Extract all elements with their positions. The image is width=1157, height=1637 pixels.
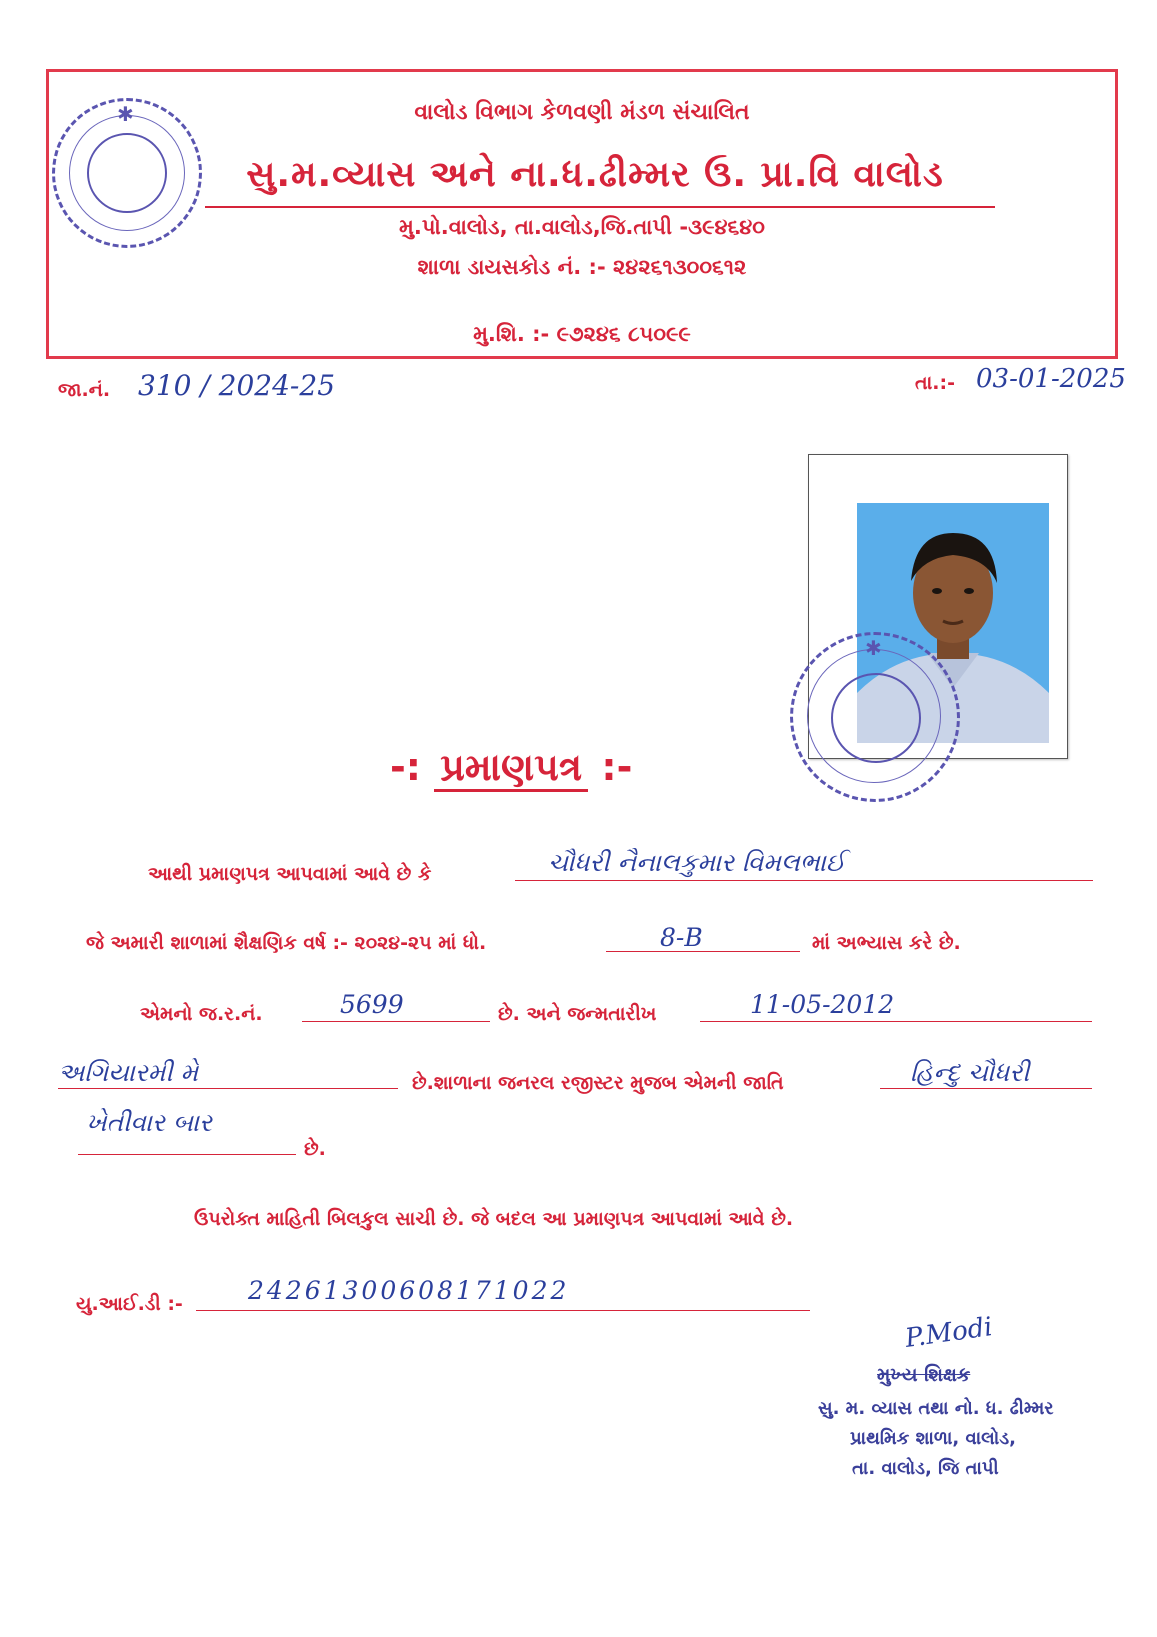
caste-value: હિન્દુ ચૌધરી (910, 1058, 1030, 1087)
title-underline (205, 206, 995, 208)
study-suffix: માં અભ્યાસ કરે છે. (812, 932, 961, 954)
caste-rule (880, 1088, 1092, 1089)
issue-date: 03-01-2025 (976, 364, 1126, 394)
birth-date-words-rule (58, 1088, 398, 1089)
heading-left-mark: -: (390, 745, 421, 789)
declaration-line: ઉપરોક્ત માહિતી બિલકુલ સાચી છે. જે બદલ આ પ્રમાણપત્ર આપવામાં આવે છે. (194, 1208, 794, 1230)
signatory-school-line3: તા. વાલોડ, જિ તાપી (852, 1458, 999, 1479)
managing-body-line: વાલોડ વિભાગ કેળવણી મંડળ સંચાલિત (414, 100, 750, 125)
uid-value: 24261300608171022 (248, 1276, 570, 1305)
principal-signature: P.Modi (903, 1312, 995, 1354)
birth-date-label: છે. અને જન્મતારીખ (498, 1003, 657, 1025)
gr-number-rule (302, 1021, 490, 1022)
dise-code: શાળા ડાયસકોડ નં. :- ૨૪૨૬૧૩૦૦૬૧૨ (417, 255, 747, 279)
signatory-school-line1: સુ. મ. વ્યાસ તથા નો. ધ. ઢીમ્મર (818, 1398, 1054, 1419)
name-rule (515, 880, 1093, 881)
date-label: તા.:- (915, 372, 955, 394)
signatory-school-line2: પ્રાથમિક શાળા, વાલોડ, (850, 1428, 1016, 1449)
certificate-heading (390, 745, 632, 790)
occupation-value: ખેતીવાર બાર (86, 1108, 212, 1137)
caste-label: છે.શાળાના જનરલ રજીસ્ટર મુજબ એમની જાતિ (412, 1072, 784, 1094)
birth-date-rule (700, 1021, 1092, 1022)
school-stamp-header: ✱ (52, 98, 202, 248)
standard-rule (606, 951, 800, 952)
birth-date: 11-05-2012 (750, 990, 895, 1019)
gr-number-label: એમનો જ.ર.નં. (140, 1003, 263, 1025)
uid-rule (196, 1310, 810, 1311)
school-stamp-photo: ✱ (790, 632, 960, 802)
gr-number: 5699 (340, 990, 404, 1019)
principal-mobile: મુ.શિ. :- ૯૭૨૪૬ ૮૫૦૯૯ (473, 322, 691, 346)
student-name: ચૌધરી નૈનાલકુમાર વિમલભાઈ (548, 848, 846, 877)
school-name: સુ.મ.વ્યાસ અને ના.ધ.ઢીમ્મર ઉ. પ્રા.વિ વાલોડ (246, 154, 944, 195)
occupation-suffix: છે. (304, 1138, 326, 1160)
school-address: મુ.પો.વાલોડ, તા.વાલોડ,જિ.તાપી -૩૯૪૬૪૦ (399, 215, 765, 239)
standard-value: 8-B (660, 923, 703, 952)
occupation-rule (78, 1154, 296, 1155)
academic-year-label: જે અમારી શાળામાં શૈક્ષણિક વર્ષ :- ૨૦૨૪-૨૫ માં ધો. (86, 932, 487, 954)
uid-label: યુ.આઈ.ડી :- (76, 1293, 183, 1315)
signatory-role: મુખ્ય શિક્ષક (877, 1364, 971, 1386)
intro-label: આથી પ્રમાણપત્ર આપવામાં આવે છે કે (148, 863, 432, 885)
heading-right-mark: :- (601, 745, 633, 789)
outward-number-label: જા.નં. (58, 379, 111, 401)
birth-date-words: અગિયારમી મે (58, 1058, 199, 1087)
outward-number: 310 / 2024-25 (138, 369, 336, 402)
certificate-title: પ્રમાણપત્ર (434, 745, 588, 792)
